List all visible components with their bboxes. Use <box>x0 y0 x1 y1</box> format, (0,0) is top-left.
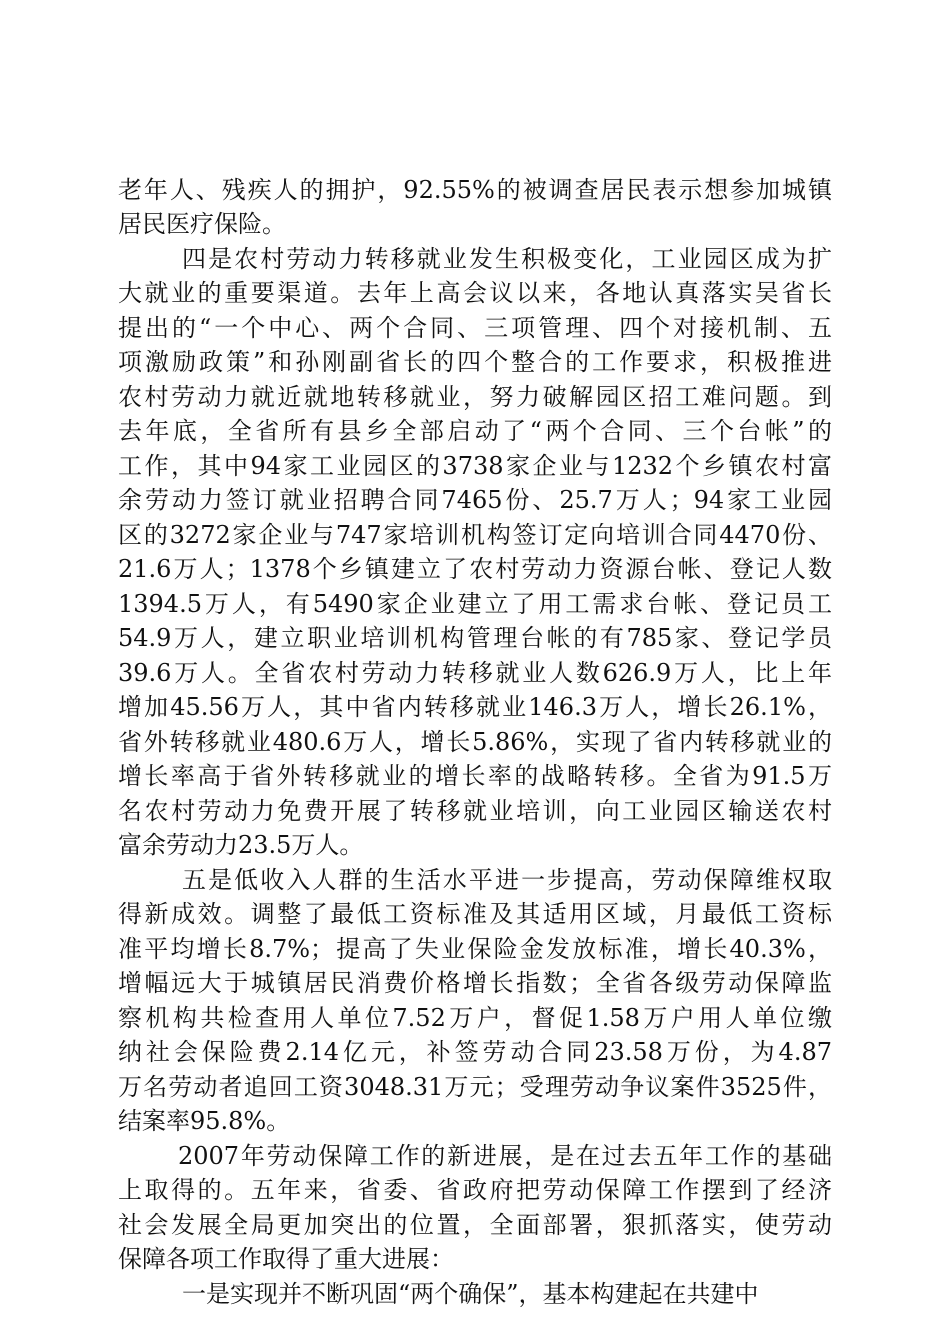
text-line: 农村劳动力就近就地转移就业，努力破解园区招工难问题。到 <box>118 383 832 411</box>
text-line: 纳社会保险费2.14亿元，补签劳动合同23.58万份，为4.87 <box>118 1038 832 1066</box>
paragraph-start-line: 五是低收入人群的生活水平进一步提高，劳动保障维权取 <box>182 866 832 894</box>
text-line: 去年底，全省所有县乡全部启动了“两个合同、三个台帐”的 <box>118 417 832 445</box>
text-line: 增幅远大于城镇居民消费价格增长指数；全省各级劳动保障监 <box>118 969 832 997</box>
text-line: 39.6万人。全省农村劳动力转移就业人数626.9万人，比上年 <box>118 659 832 687</box>
text-line: 保障各项工作取得了重大进展： <box>118 1245 454 1273</box>
text-line: 富余劳动力23.5万人。 <box>118 831 364 859</box>
text-line: 察机构共检查用人单位7.52万户，督促1.58万户用人单位缴 <box>118 1004 832 1032</box>
text-line: 省外转移就业480.6万人，增长5.86%，实现了省内转移就业的 <box>118 728 832 756</box>
text-line: 提出的“一个中心、两个合同、三项管理、四个对接机制、五 <box>118 314 832 342</box>
text-line: 居民医疗保险。 <box>118 210 286 238</box>
text-line: 增长率高于省外转移就业的增长率的战略转移。全省为91.5万 <box>118 762 832 790</box>
text-line: 21.6万人；1378个乡镇建立了农村劳动力资源台帐、登记人数 <box>118 555 832 583</box>
text-line: 结案率95.8%。 <box>118 1107 291 1135</box>
text-line: 区的3272家企业与747家培训机构签订定向培训合同4470份、 <box>118 521 832 549</box>
text-line: 54.9万人，建立职业培训机构管理台帐的有785家、登记学员 <box>118 624 832 652</box>
text-line: 名农村劳动力免费开展了转移就业培训，向工业园区输送农村 <box>118 797 832 825</box>
text-line: 1394.5万人，有5490家企业建立了用工需求台帐、登记员工 <box>118 590 832 618</box>
text-line: 社会发展全局更加突出的位置，全面部署，狠抓落实，使劳动 <box>118 1211 832 1239</box>
text-line: 大就业的重要渠道。去年上高会议以来，各地认真落实吴省长 <box>118 279 832 307</box>
text-line: 项激励政策”和孙刚副省长的四个整合的工作要求，积极推进 <box>118 348 832 376</box>
text-line: 余劳动力签订就业招聘合同7465份、25.7万人；94家工业园 <box>118 486 832 514</box>
text-line: 上取得的。五年来，省委、省政府把劳动保障工作摆到了经济 <box>118 1176 832 1204</box>
text-line: 老年人、残疾人的拥护，92.55%的被调查居民表示想参加城镇 <box>118 176 832 204</box>
text-line: 得新成效。调整了最低工资标准及其适用区域，月最低工资标 <box>118 900 832 928</box>
paragraph-start-line: 一是实现并不断巩固“两个确保”，基本构建起在共建中 <box>182 1280 759 1308</box>
text-line: 万名劳动者追回工资3048.31万元；受理劳动争议案件3525件， <box>118 1073 832 1101</box>
text-line: 工作，其中94家工业园区的3738家企业与1232个乡镇农村富 <box>118 452 832 480</box>
text-line: 准平均增长8.7%；提高了失业保险金发放标准，增长40.3%， <box>118 935 832 963</box>
paragraph-start-line: 2007年劳动保障工作的新进展，是在过去五年工作的基础 <box>178 1142 832 1170</box>
paragraph-start-line: 四是农村劳动力转移就业发生积极变化，工业园区成为扩 <box>182 245 832 273</box>
text-line: 增加45.56万人，其中省内转移就业146.3万人，增长26.1%， <box>118 693 832 721</box>
